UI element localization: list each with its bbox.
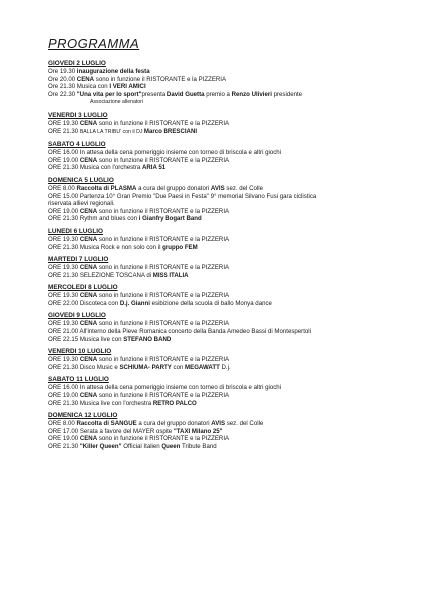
event-text: D.j.	[219, 363, 231, 371]
event-text: ORE 19.00	[48, 392, 80, 400]
event-text: ORE 21.30	[48, 127, 80, 135]
event-highlight: D.j. Gianni	[119, 299, 150, 307]
event-highlight: "Una vita per lo sport"	[76, 90, 142, 98]
event-line	[48, 300, 425, 308]
event-text: Ore 21.30 Musica con	[48, 83, 110, 91]
event-text: ORE 22.00 Discoteca con	[48, 299, 120, 307]
event-text: ORE 19.30	[48, 320, 80, 328]
day-block	[48, 284, 425, 307]
event-highlight: MEGAWATT	[185, 363, 220, 371]
event-line	[48, 185, 425, 193]
day-block	[48, 256, 425, 279]
event-text: ORE 19.00	[48, 156, 80, 164]
day-heading: VENERDI 10 LUGLIO	[48, 348, 112, 356]
event-text: sono in funzione il RISTORANTE e la PIZZERIA	[97, 235, 230, 243]
event-highlight: ARIA 51	[141, 164, 166, 172]
day-heading: GIOVEDI 2 LUGLIO	[48, 60, 106, 67]
event-highlight: CENA	[79, 235, 98, 243]
event-text: Official Italien	[121, 443, 162, 450]
event-text: ORE 17.00 Serata a favore del MAYER ospite	[48, 427, 174, 435]
event-line	[48, 68, 425, 76]
event-text: BALLA LA TRIBU' con il DJ	[79, 128, 144, 135]
event-highlight: Renzo Ulivieri	[231, 90, 272, 98]
event-text: Ore 22.30	[48, 90, 77, 98]
event-line	[48, 215, 425, 223]
event-text: ORE 19.00	[48, 435, 80, 443]
event-highlight: AVIS	[210, 184, 225, 192]
event-highlight: Queen	[161, 443, 181, 450]
event-line	[48, 435, 425, 443]
event-line	[48, 320, 425, 328]
event-text: ORE 21.30 SELEZIONE TOSCANA di	[48, 271, 153, 279]
event-highlight: AVIS	[211, 420, 226, 428]
event-highlight: "Killer Queen"	[79, 443, 122, 450]
event-highlight: RETRO PALCO	[152, 399, 197, 407]
event-highlight: i Gianfry Bogart Band	[138, 215, 202, 223]
event-line	[48, 392, 425, 400]
event-highlight: CENA	[79, 356, 98, 364]
event-text: ORE 15.00 Partenza 10° Gran Premio "Due Paesi in Festa" 9° memorial Silvano Fusi gara ciclistica	[48, 192, 317, 200]
day-block	[48, 312, 425, 343]
event-highlight: CENA	[76, 75, 95, 83]
day-heading: SABATO 11 LUGLIO	[48, 376, 109, 384]
event-line	[48, 98, 425, 107]
event-text: sono in funzione il RISTORANTE e la PIZZERIA	[97, 156, 230, 164]
event-text: sono in funzione il RISTORANTE e la PIZZERIA	[97, 320, 230, 328]
event-text: ORE 19.30	[48, 264, 80, 272]
event-line	[48, 236, 425, 244]
schedule-list	[48, 60, 425, 451]
day-block	[48, 141, 425, 172]
event-text: a cura del gruppo donatori	[136, 184, 211, 192]
event-text: esibizione della scuola di ballo Monya dance	[149, 299, 272, 307]
event-text: ORE 22.15 Musica live con	[48, 335, 124, 343]
day-block	[48, 177, 425, 223]
event-text: sono in funzione il RISTORANTE e la PIZZERIA	[97, 356, 230, 364]
event-line	[48, 292, 425, 300]
event-text: ORE 21.30 Musica live con l'orchestra	[48, 399, 153, 407]
event-highlight: CENA	[79, 156, 98, 164]
event-text: riservata allievi regionali.	[48, 200, 115, 208]
event-text: premio a	[204, 90, 232, 98]
event-highlight: Raccolta di PLASMA	[76, 184, 137, 192]
event-line	[48, 157, 425, 165]
day-block	[48, 228, 425, 251]
event-text: sono in funzione il RISTORANTE e la PIZZERIA	[97, 264, 230, 272]
event-text: sono in funzione il RISTORANTE e la PIZZERIA	[97, 119, 230, 127]
event-text: sono in funzione il RISTORANTE e la PIZZERIA	[97, 392, 230, 400]
day-heading: MARTEDI 7 LUGLIO	[48, 256, 109, 264]
event-text: ORE 21.30 Musica Rock e non solo con il	[48, 243, 163, 251]
event-line	[48, 120, 425, 128]
event-highlight: Marco BRESCIANI	[143, 127, 198, 135]
event-highlight: "TAXI Milano 25"	[173, 427, 223, 435]
event-text: sez. del Colle	[224, 184, 263, 192]
day-block	[48, 412, 425, 450]
event-text: ORE 16.00 In attesa della cena pomeriggio insieme con torneo di briscola e altri giochi	[48, 149, 282, 157]
day-heading: DOMENICA 5 LUGLIO	[48, 176, 114, 184]
event-text: ORE 21.30 Musica con l'orchestra	[48, 164, 142, 172]
event-text: ORE 19.30	[48, 356, 80, 364]
event-line	[48, 76, 425, 84]
event-line	[48, 149, 425, 157]
event-text: ORE 21.30	[48, 443, 80, 450]
event-highlight: CENA	[79, 292, 98, 300]
event-text: ORE 16.00 In attesa della cena pomeriggio insieme con torneo di briscola e altri giochi	[48, 384, 282, 392]
event-text: ORE 19.30	[48, 119, 80, 127]
event-highlight: STEFANO BAND	[123, 335, 172, 343]
day-heading: LUNEDI 6 LUGLIO	[48, 227, 104, 235]
event-highlight: CENA	[79, 264, 98, 272]
day-block	[48, 60, 425, 107]
day-heading: GIOVEDI 9 LUGLIO	[48, 312, 106, 320]
event-text: ORE 19.00	[48, 207, 80, 215]
event-text: sono in funzione il RISTORANTE e la PIZZERIA	[97, 292, 230, 300]
event-text: Ore 20.00	[48, 75, 77, 83]
event-text: Tribute Band	[180, 443, 217, 450]
event-text: ORE 21.00 All'interno della Pieve Romanica concerto della Banda Amedeo Bassi di Montespertoli	[48, 328, 312, 336]
event-text: Ore 19.30	[48, 68, 77, 75]
event-highlight: MISS ITALIA	[152, 271, 189, 279]
event-text: ORE 8.00	[48, 420, 77, 428]
event-line	[48, 356, 425, 364]
day-block	[48, 376, 425, 407]
event-text: sez. del Colle	[225, 420, 264, 428]
event-line	[48, 400, 425, 408]
event-highlight: CENA	[79, 435, 98, 443]
event-line	[48, 91, 425, 99]
event-text: ORE 21.30 Disco Music e	[48, 363, 120, 371]
event-text: ORE 19.30	[48, 235, 80, 243]
event-line	[48, 208, 425, 216]
event-line	[48, 420, 425, 428]
event-text: sono in funzione il RISTORANTE e la PIZZERIA	[94, 75, 227, 83]
event-line	[48, 128, 425, 137]
event-line	[48, 272, 425, 280]
event-line	[48, 164, 425, 172]
event-line	[48, 264, 425, 272]
event-highlight: CENA	[79, 207, 98, 215]
event-text: Associazione allenatori	[90, 99, 144, 106]
event-text: ORE 21.30 Rythm and blues con	[48, 215, 139, 223]
event-text: a cura del gruppo donatori	[136, 420, 212, 428]
page-title: PROGRAMMA	[48, 36, 140, 51]
day-block	[48, 112, 425, 136]
day-heading: MERCOLEDI 8 LUGLIO	[48, 284, 118, 292]
event-text: sono in funzione il RISTORANTE e la PIZZERIA	[97, 435, 230, 443]
event-text: ORE 19.30	[48, 292, 80, 300]
event-highlight: gruppo FEM	[162, 243, 198, 251]
day-heading: SABATO 4 LUGLIO	[48, 141, 106, 149]
event-line	[48, 364, 425, 372]
event-line	[48, 83, 425, 91]
event-line	[48, 328, 425, 336]
event-highlight: I VERI AMICI	[109, 83, 146, 91]
event-text: con	[171, 363, 186, 371]
event-line	[48, 443, 425, 451]
event-highlight: David Guetta	[166, 90, 205, 98]
day-heading: DOMENICA 12 LUGLIO	[48, 412, 118, 420]
event-highlight: Raccolta di SANGUE	[76, 420, 137, 428]
event-text: presenta	[141, 90, 167, 98]
event-text: presidente	[271, 90, 303, 98]
event-text: sono in funzione il RISTORANTE e la PIZZERIA	[97, 207, 230, 215]
day-heading: VENERDI 3 LUGLIO	[48, 111, 108, 119]
event-line	[48, 428, 425, 436]
day-block	[48, 348, 425, 371]
event-line	[48, 193, 425, 201]
event-highlight: SCHIUMA- PARTY	[119, 363, 172, 371]
event-highlight: CENA	[79, 392, 98, 400]
event-line	[48, 336, 425, 344]
event-highlight: inaugurazione della festa	[76, 68, 150, 75]
event-line	[48, 244, 425, 252]
event-line	[48, 384, 425, 392]
event-text: ORE 8.00	[48, 184, 77, 192]
event-highlight: CENA	[79, 320, 98, 328]
event-line	[48, 200, 425, 208]
event-highlight: CENA	[79, 119, 98, 127]
